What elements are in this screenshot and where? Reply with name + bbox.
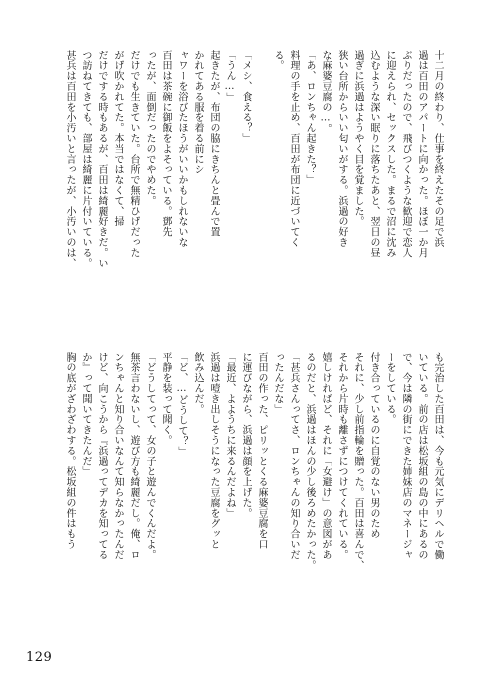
text-column: がげ吹かれてた。本当ではなくて、掃	[112, 50, 123, 227]
text-column: 無茶言わないし、遊び方も綺麗だし。俺、ロ	[128, 352, 139, 560]
text-column: ぶりだったので、飛びつくような歓迎で恋人	[400, 50, 411, 258]
text-column: ンちゃんと知り合いなんて知らなかったんだ	[112, 352, 123, 560]
text-column: 百田は茶碗に御飯をよそっている。鄧先	[160, 50, 171, 238]
text-column: 平静を装って聞く。	[160, 352, 171, 446]
text-column: 胸の底がざわざわする。松坂組の件はもう	[64, 352, 75, 550]
text-column: 百田の作った、ピリッとくる麻婆豆腐を口	[256, 352, 267, 550]
text-column: かれてある服を着る前にシ	[192, 50, 203, 175]
text-column: 十二月の終わり、仕事を終えたその足で浜	[432, 50, 443, 248]
text-column: それに、少し前指輪を贈った。百田は喜んで、	[352, 352, 363, 571]
text-column: 「ど、…どうして？」	[176, 352, 187, 457]
text-column: 過ぎに浜過はようやく目を覚ました。	[352, 50, 363, 227]
text-column: る。	[272, 50, 283, 71]
text-column: 浜過は噎き出しそうになった豆腐をグッと	[208, 352, 219, 550]
text-column: に運びながら、浜過は顔を上げた。	[240, 352, 251, 519]
text-column: 料理の手を止め、百田が布団に近づいてく	[288, 50, 299, 248]
text-column: だけでする時もあるが、百田は綺麗好きだ。い	[96, 50, 107, 269]
text-column: か』って聞いてきたんだ」	[80, 352, 91, 477]
text-column: るのだと、浜過はほんの少し後ろめたかった。	[304, 352, 315, 571]
text-column: な麻婆豆腐の…。	[320, 50, 331, 135]
text-column: けど、向こうから『浜過ってデカを知ってる	[96, 352, 107, 560]
lower-text-block	[62, 352, 444, 640]
text-column: いている。前の店は松坂組の島の中にあるの	[416, 352, 427, 560]
text-column: で、今は隣の街にできた姉妹店のマネージャ	[400, 352, 411, 560]
text-column: 付き合っているのに自覚のない男のため	[368, 352, 379, 540]
text-column: ャワーを浴びたほうがいいかもしれないな	[176, 50, 187, 248]
text-column: ったんだな」	[272, 352, 283, 415]
text-column: それから片時も離さずにつけてくれている。	[336, 352, 347, 560]
text-column: に迎えられ、セックスした。まるで沼に沈み	[384, 50, 395, 258]
text-column: 嬉しければど、それに「女避け」の意図があ	[320, 352, 331, 560]
text-column: 過は百田のアパートに向かった。ほぼ一か月	[416, 50, 427, 258]
text-column: 飲み込んだ。	[192, 352, 203, 415]
text-column: ーをしている。	[384, 352, 395, 425]
page-number: 129	[26, 650, 53, 665]
text-column: 込むような深い眠りに落ちたあと、翌日の昼	[368, 50, 379, 258]
text-column: 「あ、ロンちゃん起きた？」	[304, 50, 315, 186]
text-column: 「最近、よようちに来るんだよね」	[224, 352, 235, 519]
text-column: 起きたが、布団の脇にきちんと畳んで置	[208, 50, 219, 238]
text-column: 甚兵は百田を小汚いと言ったが、小汚いのは、	[64, 50, 75, 269]
upper-text-block	[62, 50, 444, 338]
text-column: 狭い台所からいい匂いがする。浜過の好き	[336, 50, 347, 248]
text-column: だけでも生きていた。台所で無精ひげだった	[128, 50, 139, 258]
text-column	[255, 50, 268, 338]
text-column: も完治した百田は、今も元気にデリヘルで働	[432, 352, 443, 560]
text-column: 「どうしてって、女の子と遊んでくんだよ。	[144, 352, 155, 560]
text-column: 「うん…」	[224, 50, 235, 103]
text-column: 「メシ、食える？」	[240, 50, 251, 144]
text-column: 「甚兵さんってさ、ロンちゃんの知り合いだ	[288, 352, 299, 560]
text-column: ったが、面倒だったのでやめた。	[144, 50, 155, 206]
text-column: つ訪ねてきても、部屋は綺麗に片付いている。	[80, 50, 91, 269]
